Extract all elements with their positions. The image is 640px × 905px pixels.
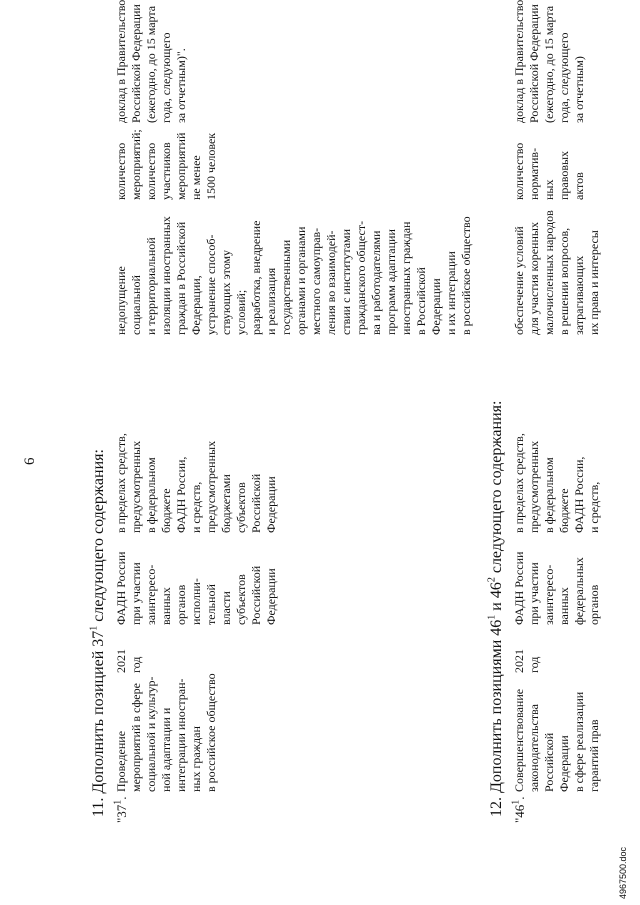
cell-line: бюджете bbox=[557, 488, 571, 533]
cell-line: бюджетами bbox=[219, 474, 233, 533]
cell-line: при участии bbox=[129, 562, 143, 625]
cell-line: Российской Федерации bbox=[527, 4, 541, 123]
section-11-heading-sup: 1 bbox=[88, 625, 100, 631]
cell-line: Федерации bbox=[557, 735, 571, 792]
cell-line: в сфере реализации bbox=[572, 691, 586, 792]
cell-line: в пределах средств, bbox=[512, 433, 526, 533]
cell-line: местного самоуправ- bbox=[309, 227, 323, 335]
cell-line: ванных bbox=[557, 587, 571, 625]
cell-line: в российское общество bbox=[459, 216, 473, 335]
cell-line: в федеральном bbox=[144, 457, 158, 533]
cell-line: программ адаптации bbox=[384, 229, 398, 335]
cell-line: предусмотренных bbox=[204, 440, 218, 533]
row-marker-dot: . bbox=[114, 796, 129, 800]
cell-line: субъектов bbox=[234, 574, 248, 625]
cell-line: условий; bbox=[234, 289, 248, 335]
cell-line: в решении вопросов, bbox=[557, 227, 571, 335]
cell-line: разработка, внедрение bbox=[249, 220, 263, 335]
row-46-1-funding bbox=[512, 423, 602, 533]
cell-line: граждан в Российской bbox=[174, 221, 188, 335]
cell-line: Российской bbox=[249, 565, 263, 625]
section-11-heading bbox=[90, 449, 108, 817]
cell-line: гарантий прав bbox=[587, 719, 601, 792]
cell-line: мероприятий в сфере bbox=[129, 683, 143, 792]
cell-line: при участии bbox=[527, 562, 541, 625]
row-46-1-marker bbox=[512, 796, 528, 823]
row-marker-sup: 1 bbox=[510, 799, 522, 805]
cell-line: устранение способ- bbox=[204, 234, 218, 335]
cell-line: для участия коренных bbox=[527, 222, 541, 335]
cell-line: Федерации bbox=[429, 278, 443, 335]
row-marker-text: "46 bbox=[512, 804, 527, 823]
cell-line: (ежегодно, до 15 марта bbox=[144, 5, 158, 123]
cell-line: интеграции иностран- bbox=[174, 678, 188, 792]
cell-line: и средств, bbox=[587, 481, 601, 533]
cell-line: и реализация bbox=[264, 267, 278, 335]
row-marker-sup: 1 bbox=[112, 799, 124, 805]
cell-line: год bbox=[527, 656, 541, 673]
cell-line: власти bbox=[219, 591, 233, 625]
cell-line: их права и интересы bbox=[587, 230, 601, 335]
cell-line: количество bbox=[114, 142, 128, 200]
row-37-1-measure bbox=[114, 673, 219, 792]
cell-line: федеральных bbox=[572, 557, 586, 625]
cell-line: Федерации bbox=[264, 476, 278, 533]
section-12-heading bbox=[488, 401, 506, 817]
page-number: 6 bbox=[22, 457, 38, 465]
cell-line: Федерации bbox=[264, 568, 278, 625]
row-37-1-report bbox=[114, 0, 189, 123]
cell-line: ной адаптации и bbox=[159, 707, 173, 792]
cell-line: количество bbox=[512, 142, 526, 200]
cell-line: доклад в Правительство bbox=[114, 0, 128, 123]
row-37-1-term bbox=[114, 633, 144, 673]
cell-line: в пределах средств, bbox=[114, 433, 128, 533]
cell-line: правовых bbox=[557, 150, 571, 200]
cell-line: иностранных граждан bbox=[399, 221, 413, 335]
row-37-1-marker bbox=[114, 796, 130, 823]
cell-line: ванных bbox=[159, 587, 173, 625]
row-46-1-result bbox=[512, 200, 602, 335]
cell-line: мероприятий; bbox=[129, 129, 143, 200]
row-37-1-responsible bbox=[114, 547, 279, 625]
cell-line: 2021 bbox=[114, 649, 128, 673]
cell-line: недопущение bbox=[114, 266, 128, 335]
cell-line: органов bbox=[174, 584, 188, 625]
cell-line: ления во взаимодей- bbox=[324, 230, 338, 335]
cell-line: затрагивающих bbox=[572, 255, 586, 335]
cell-line: изоляции иностранных bbox=[159, 216, 173, 335]
cell-line: и территориальной bbox=[144, 237, 158, 335]
section-12-heading-sup2: 2 bbox=[486, 577, 498, 583]
cell-line: исполни- bbox=[189, 578, 203, 625]
row-46-1-responsible bbox=[512, 547, 602, 625]
section-12-heading-tail: следующего содержания: bbox=[488, 400, 505, 578]
cell-line: 2021 bbox=[512, 649, 526, 673]
cell-line: ФАДН России, bbox=[572, 456, 586, 533]
cell-line: обеспечение условий bbox=[512, 226, 526, 335]
row-46-1-indicator bbox=[512, 115, 587, 200]
cell-line: ствующих этому bbox=[219, 249, 233, 335]
cell-line: ФАДН России bbox=[512, 551, 526, 625]
cell-line: норматив- bbox=[527, 147, 541, 200]
cell-line: Проведение bbox=[114, 730, 128, 792]
cell-line: год bbox=[129, 656, 143, 673]
cell-line: бюджете bbox=[159, 488, 173, 533]
row-37-1-funding bbox=[114, 423, 279, 533]
section-12-heading-mid: и 46 bbox=[488, 582, 505, 615]
cell-line: органов bbox=[587, 584, 601, 625]
section-12-heading-sup1: 1 bbox=[486, 614, 498, 620]
section-11-heading-tail: следующего содержания: bbox=[90, 449, 107, 626]
cell-line: мероприятий bbox=[174, 132, 188, 200]
cell-line: заинтересо- bbox=[542, 564, 556, 625]
cell-line: заинтересо- bbox=[144, 564, 158, 625]
cell-line: (ежегодно, до 15 марта bbox=[542, 5, 556, 123]
cell-line: социальной bbox=[129, 275, 143, 335]
cell-line: года, следующего bbox=[557, 32, 571, 123]
cell-line: государственными bbox=[279, 239, 293, 335]
cell-line: ных граждан bbox=[189, 726, 203, 792]
row-37-1-indicator bbox=[114, 115, 219, 200]
cell-line: ФАДН России, bbox=[174, 456, 188, 533]
row-marker-text: "37 bbox=[114, 804, 129, 823]
cell-line: за отчетным) bbox=[572, 56, 586, 123]
cell-line: не менее bbox=[189, 155, 203, 200]
cell-line: Российской Федерации bbox=[129, 4, 143, 123]
footer-filename: 4967500.doc bbox=[618, 846, 628, 899]
cell-line: 1500 человек bbox=[204, 132, 218, 200]
cell-line: за отчетным)". bbox=[174, 48, 188, 123]
cell-line: в Российской bbox=[414, 267, 428, 335]
cell-line: предусмотренных bbox=[129, 440, 143, 533]
cell-line: участников bbox=[159, 142, 173, 200]
cell-line: гражданского общест- bbox=[354, 220, 368, 335]
cell-line: года, следующего bbox=[159, 32, 173, 123]
cell-line: в российское общество bbox=[204, 673, 218, 792]
row-37-1-result bbox=[114, 200, 474, 335]
cell-line: Совершенствование bbox=[512, 688, 526, 792]
cell-line: социальной и культур- bbox=[144, 676, 158, 792]
row-46-1-measure bbox=[512, 687, 602, 792]
cell-line: ствии с институтами bbox=[339, 228, 353, 335]
cell-line: Российской bbox=[542, 732, 556, 792]
cell-line: и средств, bbox=[189, 481, 203, 533]
row-46-1-term bbox=[512, 633, 542, 673]
row-46-1-report bbox=[512, 0, 587, 123]
cell-line: законодательства bbox=[527, 704, 541, 792]
cell-line: актов bbox=[572, 172, 586, 200]
cell-line: тельной bbox=[204, 584, 218, 625]
cell-line: органами и органами bbox=[294, 226, 308, 335]
section-12-heading-text: 12. Дополнить позициями 46 bbox=[488, 619, 505, 817]
section-11-heading-text: 11. Дополнить позицией 37 bbox=[90, 630, 107, 817]
cell-line: доклад в Правительство bbox=[512, 0, 526, 123]
cell-line: в федеральном bbox=[542, 457, 556, 533]
row-marker-dot: . bbox=[512, 796, 527, 800]
cell-line: субъектов bbox=[234, 482, 248, 533]
cell-line: Российской bbox=[249, 473, 263, 533]
cell-line: и их интеграции bbox=[444, 251, 458, 335]
cell-line: ва и работодателями bbox=[369, 230, 383, 335]
cell-line: Федерации, bbox=[189, 275, 203, 335]
cell-line: ных bbox=[542, 179, 556, 200]
cell-line: предусмотренных bbox=[527, 440, 541, 533]
cell-line: количество bbox=[144, 142, 158, 200]
cell-line: малочисленных народов bbox=[542, 210, 556, 335]
cell-line: ФАДН России bbox=[114, 551, 128, 625]
